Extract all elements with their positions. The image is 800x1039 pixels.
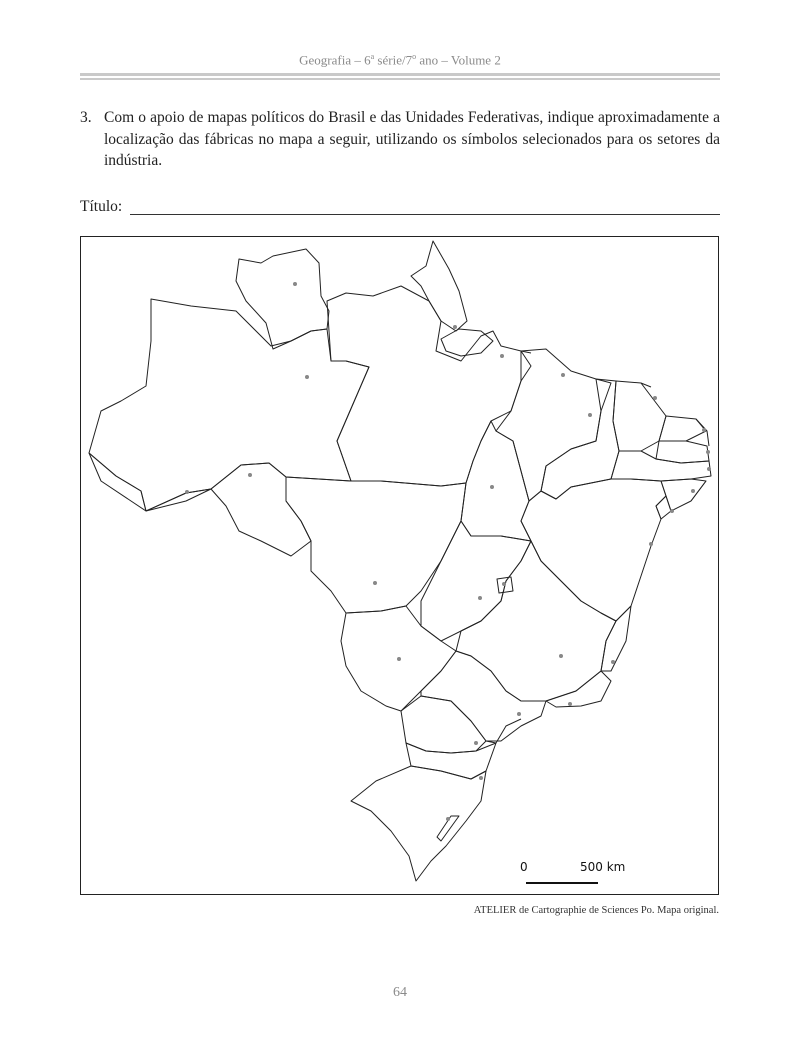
header-volume: Volume 2: [450, 52, 501, 68]
capital-dot: [702, 428, 706, 432]
capital-dot: [453, 325, 457, 329]
state-maranhao: [496, 349, 611, 501]
state-rs: [351, 766, 486, 881]
capital-dot: [649, 542, 653, 546]
capital-dot: [517, 712, 521, 716]
header-grade-word: série/7: [374, 52, 413, 68]
question-number: 3.: [80, 109, 92, 126]
state-acre: [89, 453, 211, 511]
state-parana: [401, 696, 486, 753]
scale-value-label: 500 km: [580, 860, 626, 874]
capital-dot: [559, 654, 563, 658]
state-sp: [421, 651, 546, 741]
header-rule-top: [80, 73, 720, 76]
capital-dot: [500, 354, 504, 358]
capital-dot: [611, 660, 615, 664]
question: [80, 107, 720, 172]
coastline: [486, 351, 709, 743]
header-year-super: o: [412, 52, 417, 61]
header-year-word: ano: [416, 52, 439, 68]
capital-dot: [478, 596, 482, 600]
state-bahia: [521, 479, 666, 621]
capital-dot: [373, 581, 377, 585]
header-rule-bottom: [80, 78, 720, 80]
state-rj: [546, 671, 611, 707]
capital-dot: [479, 776, 483, 780]
state-para: [327, 286, 531, 486]
state-sergipe: [656, 496, 671, 519]
capital-dot: [670, 509, 674, 513]
page-number: 64: [393, 985, 407, 1000]
capital-dot: [561, 373, 565, 377]
state-mg: [456, 541, 616, 701]
state-paraiba: [656, 441, 709, 463]
header-sep-2: –: [438, 52, 451, 68]
title-label: Título:: [80, 198, 123, 215]
map-frame: [80, 236, 719, 895]
scale-bar: [526, 882, 598, 884]
state-pernambuco: [611, 451, 711, 481]
capital-dot: [691, 489, 695, 493]
title-answer-line[interactable]: [130, 214, 720, 215]
header-grade-super: a: [370, 52, 375, 61]
header-subject: Geografia: [299, 52, 352, 68]
state-rondonia: [211, 463, 311, 556]
capital-dot: [568, 702, 572, 706]
scale-zero-label: 0: [520, 860, 528, 874]
header-grade-number: 6: [364, 52, 371, 68]
state-mato-grosso: [286, 477, 466, 613]
brazil-map: [81, 237, 720, 896]
capital-dot: [293, 282, 297, 286]
title-field: [80, 198, 720, 216]
running-head: [0, 52, 800, 68]
capital-dot: [446, 817, 450, 821]
state-piaui: [541, 379, 619, 499]
capital-dot: [474, 741, 478, 745]
header-sep-1: –: [351, 52, 365, 68]
state-rn: [659, 416, 706, 441]
capital-dot: [185, 490, 189, 494]
marajo-island: [441, 329, 493, 356]
capital-dot: [397, 657, 401, 661]
question-text: Com o apoio de mapas políticos do Brasil e das Unidades Federativas, indique aproximadamente a localização das fábricas no mapa a seguir, utilizando os símbolos selecionados para os setores da indústria.: [104, 109, 720, 169]
map-source: ATELIER de Cartographie de Sciences Po. Mapa original.: [473, 905, 719, 916]
capital-dot: [653, 396, 657, 400]
state-roraima: [236, 249, 329, 349]
state-tocantins: [461, 421, 531, 541]
capital-dot: [305, 375, 309, 379]
capital-dot: [706, 450, 710, 454]
state-ceara: [613, 381, 666, 451]
capital-dot: [502, 582, 506, 586]
capital-dot: [490, 485, 494, 489]
state-alagoas: [661, 479, 706, 511]
capital-dot: [707, 467, 711, 471]
capital-dot: [588, 413, 592, 417]
capital-dot: [248, 473, 252, 477]
